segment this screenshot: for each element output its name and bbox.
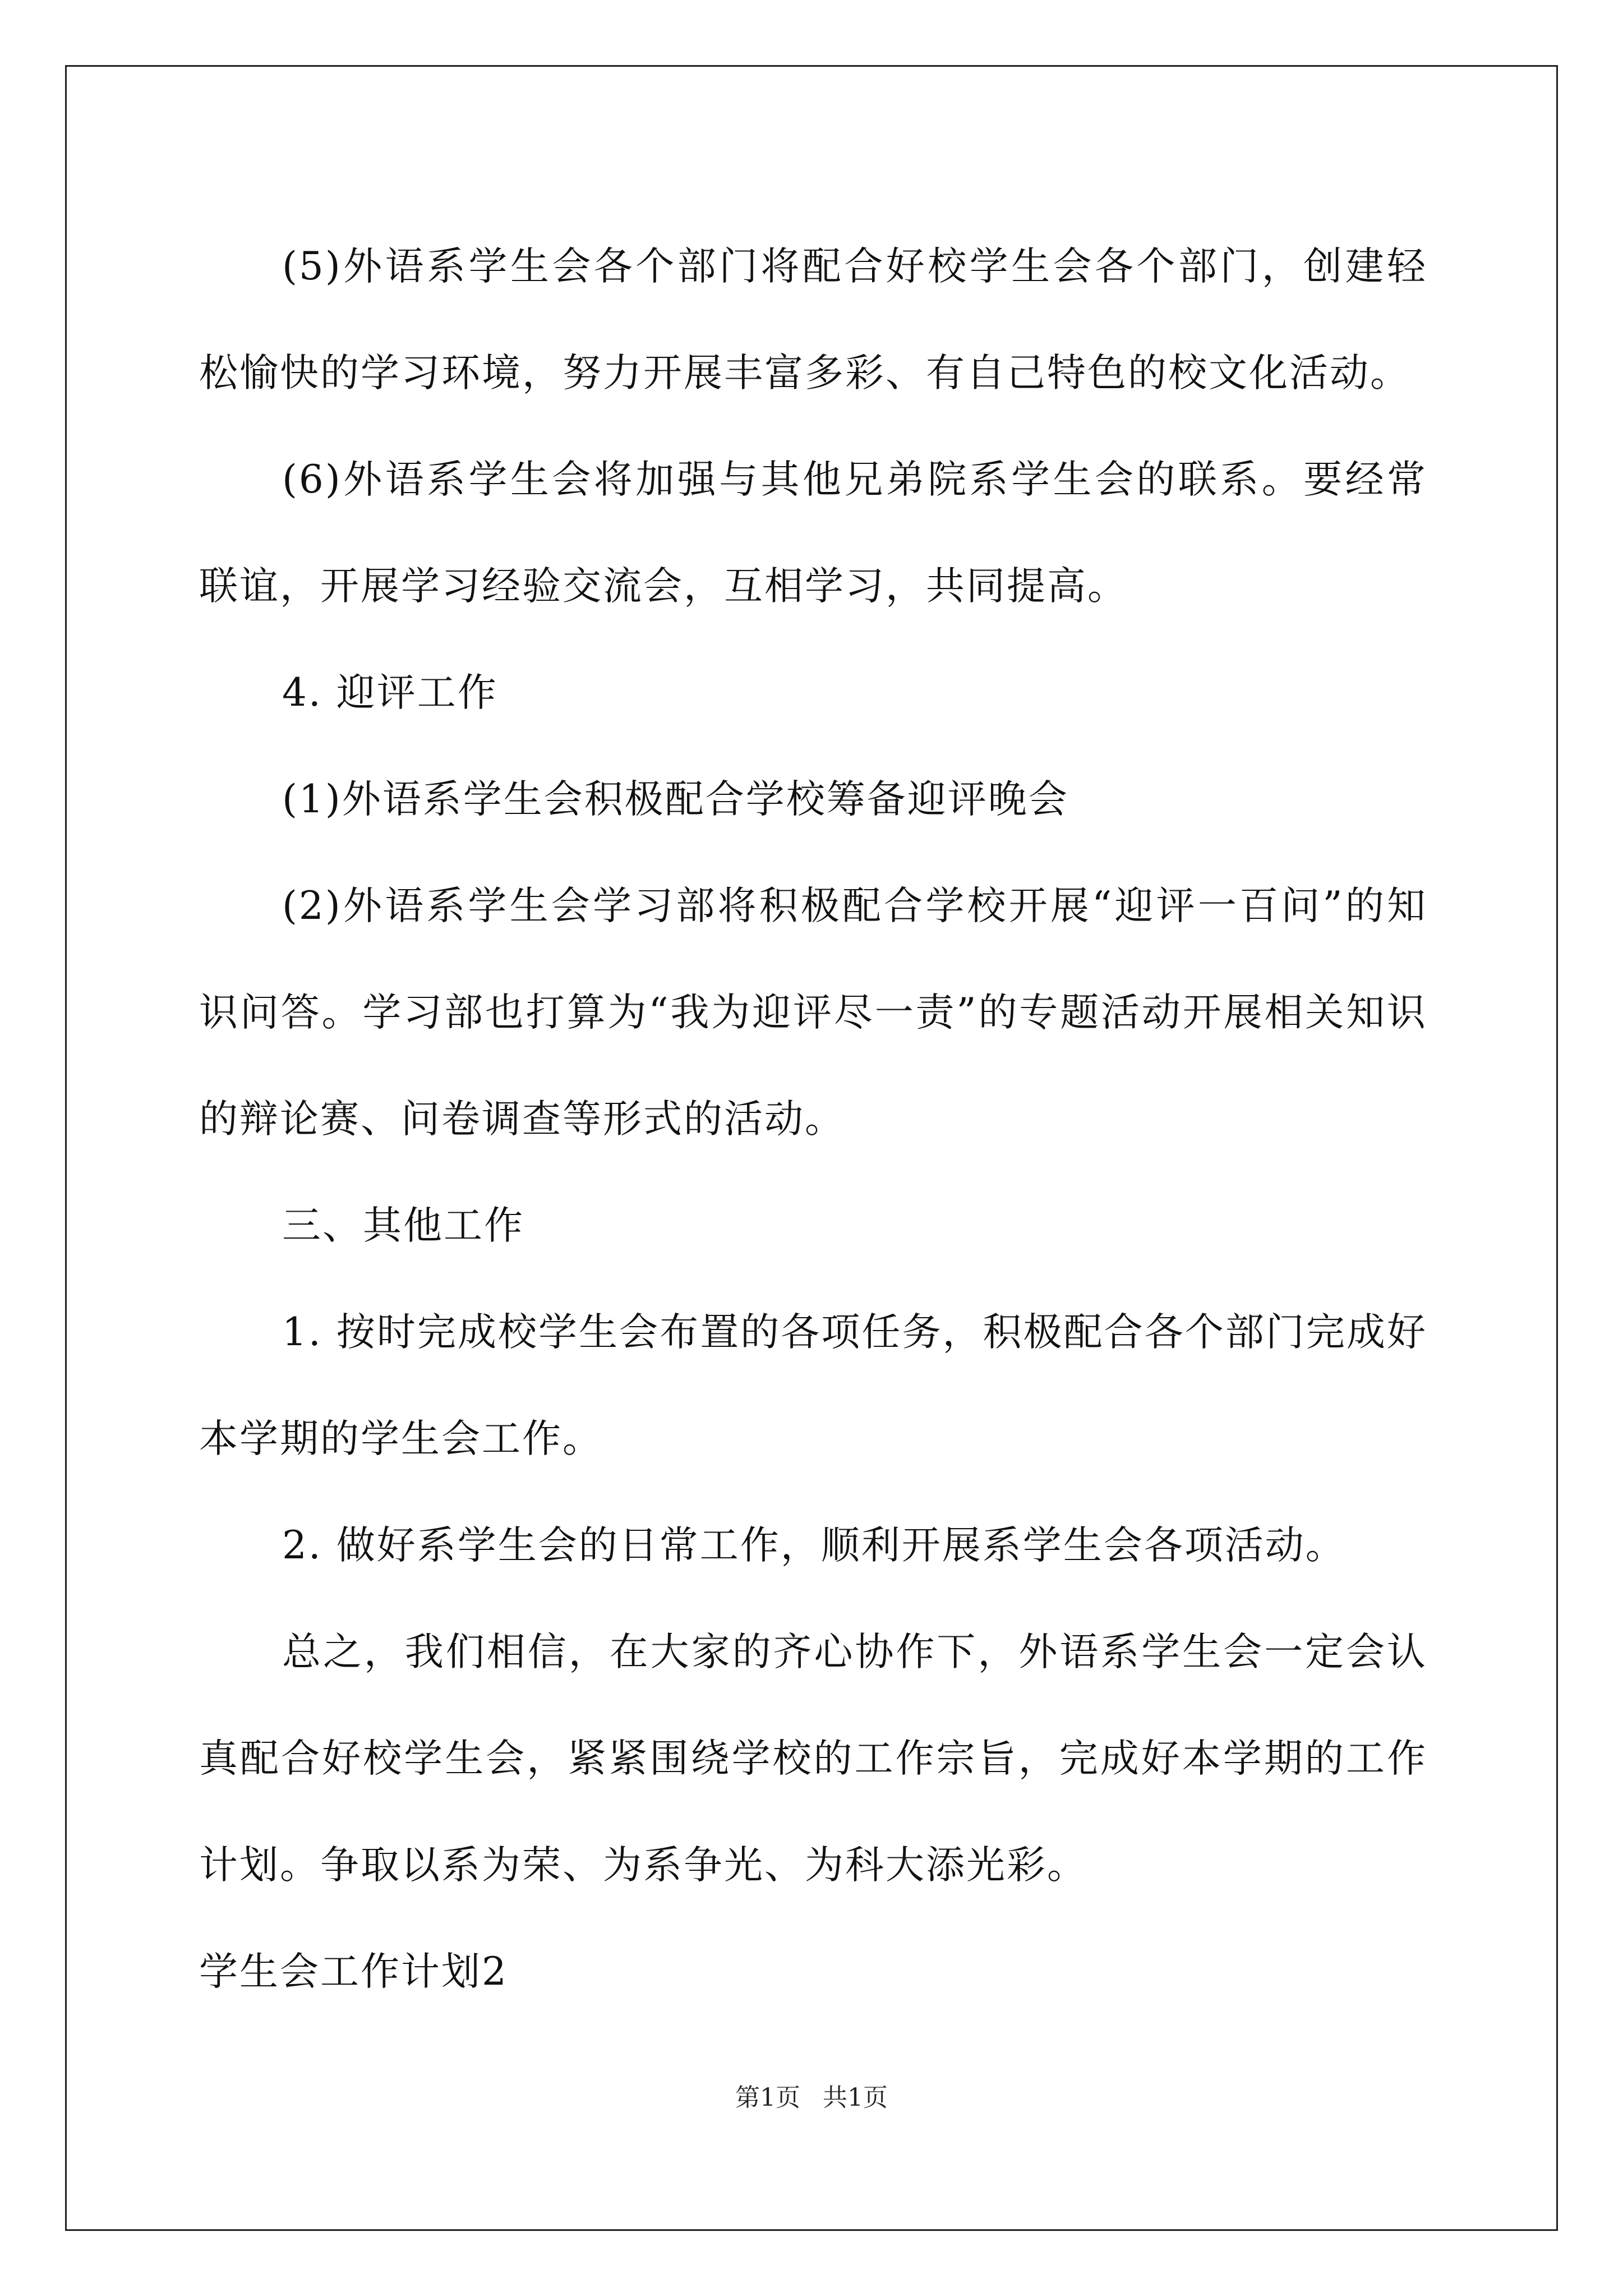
paragraph-review-1: (1)外语系学生会积极配合学校筹备迎评晚会	[282, 777, 1069, 822]
document-body	[199, 213, 1427, 2025]
section-heading-other: 三、其他工作	[282, 1203, 524, 1248]
paragraph-item-6: (6)外语系学生会将加强与其他兄弟院系学生会的联系。要经常联谊，开展学习经验交流会，互相学习，共同提高。	[199, 457, 1427, 609]
paragraph-item-5: (5)外语系学生会各个部门将配合好校学生会各个部门，创建轻松愉快的学习环境，努力开展丰富多彩、有自己特色的校文化活动。	[199, 244, 1427, 395]
next-plan-title: 学生会工作计划2	[199, 1949, 508, 1994]
page-total: 共1页	[823, 2083, 888, 2112]
paragraph-other-2: 2. 做好系学生会的日常工作，顺利开展系学生会各项活动。	[282, 1523, 1346, 1568]
page-footer	[0, 2081, 1623, 2115]
page-number: 第1页	[735, 2083, 800, 2112]
paragraph-review-2: (2)外语系学生会学习部将积极配合学校开展“迎评一百问”的知识问答。学习部也打算为“我为迎评尽一责”的专题活动开展相关知识的辩论赛、问卷调查等形式的活动。	[199, 884, 1427, 1142]
section-heading-review: 4. 迎评工作	[282, 670, 498, 715]
paragraph-other-1: 1. 按时完成校学生会布置的各项任务，积极配合各个部门完成好本学期的学生会工作。	[199, 1310, 1427, 1461]
paragraph-summary: 总之，我们相信，在大家的齐心协作下，外语系学生会一定会认真配合好校学生会，紧紧围绕学校的工作宗旨，完成好本学期的工作计划。争取以系为荣、为系争光、为科大添光彩。	[199, 1630, 1427, 1888]
